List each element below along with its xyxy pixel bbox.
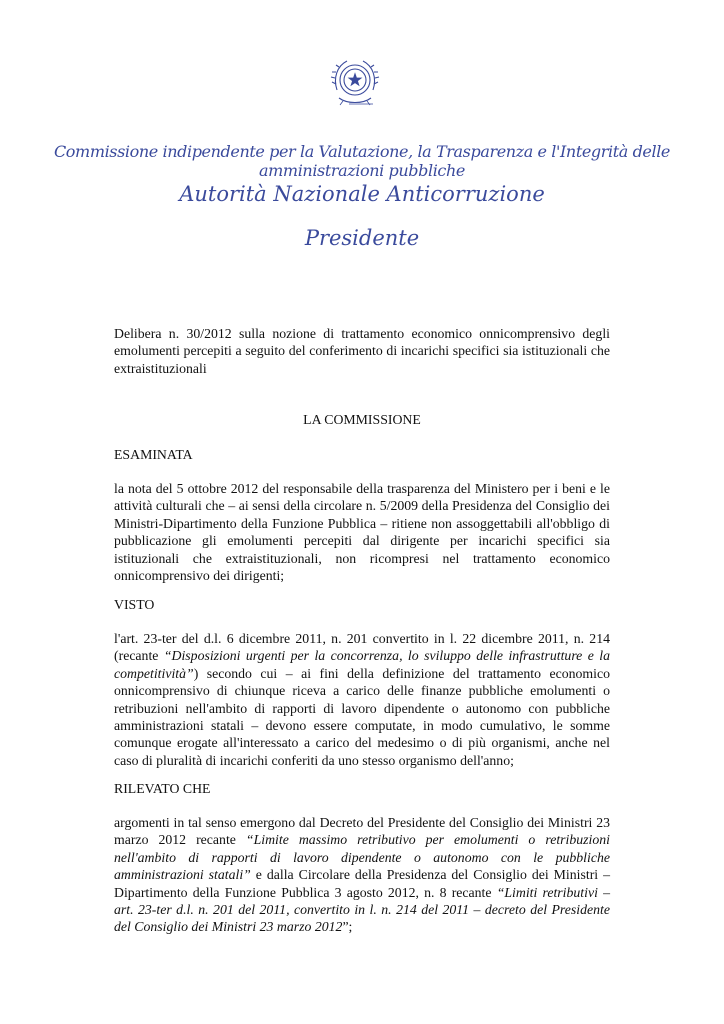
rilevato-italic-a: “Limite massimo retributivo per emolumenti o retribuzioni nell'ambito di rapporti di lavoro dipendente o autonomo con le pubbliche amministrazioni statali” (114, 832, 610, 883)
visto-italic-a: “Disposizioni urgenti per la concorrenza, lo sviluppo delle infrastrutture e la competitività” (114, 648, 610, 681)
section-text-visto (114, 630, 610, 769)
section-label-esaminata: ESAMINATA (114, 447, 193, 462)
visto-text-b: ) secondo cui – ai fini della definizione del trattamento economico onnicomprensivo di chiunque riceva a carico delle finanze pubbliche emolumenti o retribuzioni nell'ambito di rapporti di lavoro dipendente o autonomo con pubbliche amministrazioni statali – devono essere computate, in modo cumulativo, le somme comunque erogate all'interessato a carico del medesimo o di più organismi, anche nel caso di pluralità di incarichi conferiti da uno stesso organismo dell'anno; (114, 665, 610, 768)
delibera-title: Delibera n. 30/2012 sulla nozione di trattamento economico onnicomprensivo degli emolumenti percepiti a seguito del conferimento di incarichi specifici sia istituzionali che extraistituzionali (114, 326, 610, 376)
rilevato-text-a: argomenti in tal senso emergono dal Decreto del Presidente del Consiglio dei Ministri 23 marzo 2012 recante (114, 815, 610, 848)
section-text-rilevato (114, 814, 610, 936)
section-text-esaminata: la nota del 5 ottobre 2012 del responsabile della trasparenza del Ministero per i beni e le attività culturali che – ai sensi della circolare n. 5/2009 della Presidenza del Consiglio dei Ministri-Dipartimento della Funzione Pubblica – ritiene non assoggettabili all'obbligo di pubblicazione gli emolumenti percepiti dal dirigente per incarichi specifici sia istituzionali che extraistituzionali, non ricompresi nel trattamento economico onnicomprensivo dei dirigenti; (114, 481, 610, 584)
commission-full-name: Commissione indipendente per la Valutazione, la Trasparenza e l'Integrità delle amministrazioni pubbliche (53, 142, 671, 180)
presidente-heading: Presidente (304, 226, 420, 250)
commission-heading: LA COMMISSIONE (303, 412, 421, 427)
section-label-visto: VISTO (114, 597, 155, 612)
rilevato-italic-b: “Limiti retributivi – art. 23-ter d.l. n. 201 del 2011, convertito in l. n. 214 del 2011 – decreto del Presidente del Consiglio dei Ministri 23 marzo 2012 (114, 884, 610, 935)
section-label-rilevato: RILEVATO CHE (114, 781, 211, 796)
visto-text-a: l'art. 23-ter del d.l. 6 dicembre 2011, n. 201 convertito in l. 22 dicembre 2011, n. 214 (recante (114, 631, 610, 664)
rilevato-text-b: e dalla Circolare della Presidenza del Consiglio dei Ministri – Dipartimento della Funzione Pubblica 3 agosto 2012, n. 8 recante (114, 867, 610, 900)
italian-republic-emblem-icon (329, 54, 381, 110)
rilevato-text-c: ”; (342, 919, 353, 935)
authority-name: Autorità Nazionale Anticorruzione (179, 182, 545, 206)
